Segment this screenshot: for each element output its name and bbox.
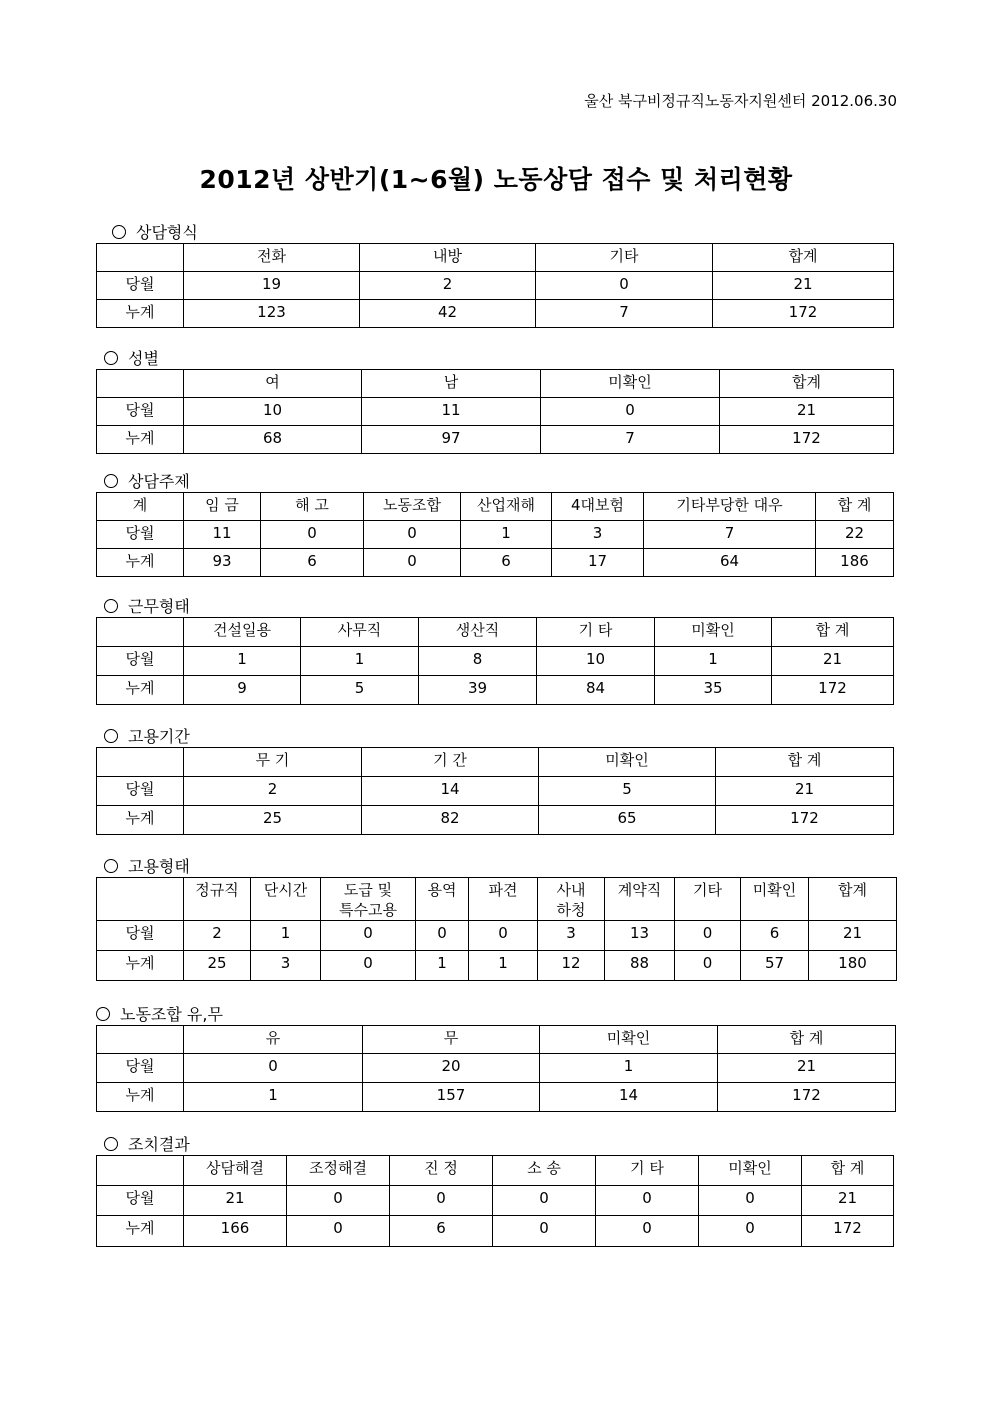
cell-value: 1 bbox=[461, 521, 552, 549]
column-header: 무 기 bbox=[184, 748, 362, 777]
column-header: 합 계 bbox=[772, 618, 894, 647]
cell-value: 21 bbox=[716, 777, 894, 806]
circle-bullet-icon bbox=[104, 1137, 118, 1151]
column-header: 미확인 bbox=[741, 878, 809, 921]
column-header: 합계 bbox=[713, 244, 894, 272]
circle-bullet-icon bbox=[112, 225, 126, 239]
row-label: 누계 bbox=[97, 806, 184, 835]
cell-value: 13 bbox=[605, 921, 675, 951]
row-label: 누계 bbox=[97, 549, 184, 577]
column-header: 기타 bbox=[536, 244, 713, 272]
circle-bullet-icon bbox=[104, 474, 118, 488]
cell-value: 8 bbox=[419, 647, 537, 676]
cell-value: 172 bbox=[720, 426, 894, 454]
cell-value: 93 bbox=[184, 549, 261, 577]
cell-value: 21 bbox=[718, 1054, 896, 1083]
column-header: 내방 bbox=[360, 244, 536, 272]
table-header-row bbox=[97, 618, 894, 647]
cell-value: 172 bbox=[713, 300, 894, 328]
cell-value: 11 bbox=[362, 398, 541, 426]
cell-value: 172 bbox=[716, 806, 894, 835]
cell-value: 0 bbox=[287, 1186, 390, 1216]
column-header: 정규직 bbox=[184, 878, 251, 921]
cell-value: 21 bbox=[713, 272, 894, 300]
cell-value: 0 bbox=[699, 1216, 802, 1247]
cell-value: 21 bbox=[184, 1186, 287, 1216]
cell-value: 1 bbox=[301, 647, 419, 676]
document-title: 2012년 상반기(1~6월) 노동상담 접수 및 처리현황 bbox=[199, 165, 793, 194]
column-header: 4대보험 bbox=[552, 493, 644, 521]
cell-value: 82 bbox=[362, 806, 539, 835]
cell-value: 0 bbox=[261, 521, 364, 549]
table-row-month bbox=[97, 921, 897, 951]
column-header: 기 타 bbox=[596, 1156, 699, 1186]
cell-value: 6 bbox=[261, 549, 364, 577]
cell-value: 0 bbox=[596, 1186, 699, 1216]
cell-value: 166 bbox=[184, 1216, 287, 1247]
cell-value: 6 bbox=[741, 921, 809, 951]
corner-cell bbox=[97, 878, 184, 921]
cell-value: 6 bbox=[390, 1216, 493, 1247]
column-header: 단시간 bbox=[251, 878, 321, 921]
row-label: 당월 bbox=[97, 521, 184, 549]
table-row-cumulative bbox=[97, 300, 894, 328]
table-gender bbox=[96, 369, 894, 454]
column-header: 생산직 bbox=[419, 618, 537, 647]
table-row-month bbox=[97, 1054, 896, 1083]
table-row-cumulative bbox=[97, 1216, 894, 1247]
circle-bullet-icon bbox=[104, 859, 118, 873]
section-title-action-result bbox=[104, 1132, 190, 1155]
column-header: 사무직 bbox=[301, 618, 419, 647]
cell-value: 1 bbox=[184, 1083, 363, 1112]
column-header: 미확인 bbox=[540, 1026, 718, 1054]
cell-value: 0 bbox=[321, 921, 416, 951]
column-header: 기타 bbox=[675, 878, 741, 921]
section-title-text: 상담주제 bbox=[128, 472, 190, 491]
section-title-text: 조치결과 bbox=[128, 1135, 190, 1154]
table-work-type bbox=[96, 617, 894, 705]
column-header: 미확인 bbox=[539, 748, 716, 777]
cell-value: 123 bbox=[184, 300, 360, 328]
column-header: 상담해결 bbox=[184, 1156, 287, 1186]
row-label: 누계 bbox=[97, 426, 184, 454]
cell-value: 0 bbox=[364, 521, 461, 549]
cell-value: 21 bbox=[772, 647, 894, 676]
section-title-text: 고용형태 bbox=[128, 857, 190, 876]
cell-value: 7 bbox=[536, 300, 713, 328]
section-title-work-type bbox=[104, 594, 190, 617]
cell-value: 7 bbox=[644, 521, 816, 549]
column-header: 합 계 bbox=[802, 1156, 894, 1186]
cell-value: 5 bbox=[539, 777, 716, 806]
circle-bullet-icon bbox=[104, 599, 118, 613]
circle-bullet-icon bbox=[104, 351, 118, 365]
table-row-month bbox=[97, 1186, 894, 1216]
section-title-consult-type bbox=[112, 220, 198, 243]
row-label: 당월 bbox=[97, 398, 184, 426]
cell-value: 186 bbox=[816, 549, 894, 577]
column-header: 전화 bbox=[184, 244, 360, 272]
row-label: 누계 bbox=[97, 951, 184, 981]
cell-value: 0 bbox=[287, 1216, 390, 1247]
circle-bullet-icon bbox=[96, 1007, 110, 1021]
column-header: 파견 bbox=[469, 878, 538, 921]
cell-value: 0 bbox=[364, 549, 461, 577]
cell-value: 0 bbox=[596, 1216, 699, 1247]
column-header: 임 금 bbox=[184, 493, 261, 521]
column-header: 합 계 bbox=[816, 493, 894, 521]
cell-value: 65 bbox=[539, 806, 716, 835]
cell-value: 2 bbox=[360, 272, 536, 300]
cell-value: 39 bbox=[419, 676, 537, 705]
cell-value: 21 bbox=[720, 398, 894, 426]
cell-value: 0 bbox=[699, 1186, 802, 1216]
column-header: 해 고 bbox=[261, 493, 364, 521]
cell-value: 10 bbox=[537, 647, 655, 676]
cell-value: 2 bbox=[184, 921, 251, 951]
cell-value: 97 bbox=[362, 426, 541, 454]
table-row-month bbox=[97, 521, 894, 549]
table-row-month bbox=[97, 777, 894, 806]
column-header: 진 정 bbox=[390, 1156, 493, 1186]
table-row-month bbox=[97, 398, 894, 426]
row-label: 당월 bbox=[97, 921, 184, 951]
row-label: 당월 bbox=[97, 1186, 184, 1216]
section-title-text: 상담형식 bbox=[136, 223, 198, 242]
cell-value: 3 bbox=[251, 951, 321, 981]
cell-value: 42 bbox=[360, 300, 536, 328]
table-header-row bbox=[97, 370, 894, 398]
cell-value: 84 bbox=[537, 676, 655, 705]
column-header: 합계 bbox=[720, 370, 894, 398]
column-header: 용역 bbox=[416, 878, 469, 921]
table-row-cumulative bbox=[97, 549, 894, 577]
cell-value: 64 bbox=[644, 549, 816, 577]
row-label: 누계 bbox=[97, 1083, 184, 1112]
table-row-cumulative bbox=[97, 951, 897, 981]
table-row-cumulative bbox=[97, 806, 894, 835]
table-consult-type bbox=[96, 243, 894, 328]
cell-value: 7 bbox=[541, 426, 720, 454]
cell-value: 20 bbox=[363, 1054, 540, 1083]
cell-value: 0 bbox=[675, 951, 741, 981]
column-header: 유 bbox=[184, 1026, 363, 1054]
cell-value: 21 bbox=[809, 921, 897, 951]
row-label: 당월 bbox=[97, 777, 184, 806]
cell-value: 0 bbox=[416, 921, 469, 951]
corner-cell bbox=[97, 748, 184, 777]
cell-value: 0 bbox=[493, 1216, 596, 1247]
corner-cell bbox=[97, 618, 184, 647]
column-header: 기타부당한 대우 bbox=[644, 493, 816, 521]
cell-value: 1 bbox=[251, 921, 321, 951]
column-header: 소 송 bbox=[493, 1156, 596, 1186]
column-header: 도급 및 특수고용 bbox=[321, 878, 416, 921]
corner-cell bbox=[97, 1156, 184, 1186]
cell-value: 2 bbox=[184, 777, 362, 806]
corner-cell: 계 bbox=[97, 493, 184, 521]
cell-value: 1 bbox=[416, 951, 469, 981]
table-row-cumulative bbox=[97, 676, 894, 705]
cell-value: 3 bbox=[538, 921, 605, 951]
section-title-text: 근무형태 bbox=[128, 597, 190, 616]
table-header-row bbox=[97, 244, 894, 272]
table-header-row bbox=[97, 493, 894, 521]
row-label: 당월 bbox=[97, 272, 184, 300]
cell-value: 25 bbox=[184, 951, 251, 981]
cell-value: 25 bbox=[184, 806, 362, 835]
cell-value: 14 bbox=[540, 1083, 718, 1112]
column-header: 산업재해 bbox=[461, 493, 552, 521]
section-title-text: 고용기간 bbox=[128, 727, 190, 746]
cell-value: 57 bbox=[741, 951, 809, 981]
cell-value: 12 bbox=[538, 951, 605, 981]
section-title-employment-period bbox=[104, 724, 190, 747]
column-header: 여 bbox=[184, 370, 362, 398]
table-row-month bbox=[97, 272, 894, 300]
cell-value: 172 bbox=[772, 676, 894, 705]
cell-value: 5 bbox=[301, 676, 419, 705]
cell-value: 1 bbox=[655, 647, 772, 676]
column-header: 건설일용 bbox=[184, 618, 301, 647]
row-label: 누계 bbox=[97, 676, 184, 705]
cell-value: 14 bbox=[362, 777, 539, 806]
column-header: 합 계 bbox=[718, 1026, 896, 1054]
cell-value: 9 bbox=[184, 676, 301, 705]
cell-value: 35 bbox=[655, 676, 772, 705]
table-employment-type bbox=[96, 877, 897, 981]
column-header: 합계 bbox=[809, 878, 897, 921]
cell-value: 3 bbox=[552, 521, 644, 549]
table-consult-topic bbox=[96, 492, 894, 577]
column-header: 미확인 bbox=[699, 1156, 802, 1186]
cell-value: 0 bbox=[536, 272, 713, 300]
column-header: 무 bbox=[363, 1026, 540, 1054]
cell-value: 0 bbox=[390, 1186, 493, 1216]
table-action-result bbox=[96, 1155, 894, 1247]
cell-value: 88 bbox=[605, 951, 675, 981]
cell-value: 1 bbox=[184, 647, 301, 676]
cell-value: 172 bbox=[802, 1216, 894, 1247]
cell-value: 17 bbox=[552, 549, 644, 577]
table-header-row bbox=[97, 748, 894, 777]
cell-value: 21 bbox=[802, 1186, 894, 1216]
section-title-text: 노동조합 유,무 bbox=[120, 1005, 223, 1024]
section-title-text: 성별 bbox=[128, 349, 159, 368]
cell-value: 157 bbox=[363, 1083, 540, 1112]
cell-value: 0 bbox=[184, 1054, 363, 1083]
cell-value: 0 bbox=[493, 1186, 596, 1216]
section-title-union-membership bbox=[96, 1002, 223, 1025]
section-title-employment-type bbox=[104, 854, 190, 877]
circle-bullet-icon bbox=[104, 729, 118, 743]
table-header-row bbox=[97, 1026, 896, 1054]
section-title-gender bbox=[104, 346, 159, 369]
corner-cell bbox=[97, 244, 184, 272]
table-union-membership bbox=[96, 1025, 896, 1112]
cell-value: 1 bbox=[540, 1054, 718, 1083]
column-header: 사내 하청 bbox=[538, 878, 605, 921]
section-title-consult-topic bbox=[104, 469, 190, 492]
cell-value: 0 bbox=[541, 398, 720, 426]
cell-value: 0 bbox=[321, 951, 416, 981]
column-header: 남 bbox=[362, 370, 541, 398]
cell-value: 172 bbox=[718, 1083, 896, 1112]
cell-value: 11 bbox=[184, 521, 261, 549]
column-header: 기 간 bbox=[362, 748, 539, 777]
column-header: 조정해결 bbox=[287, 1156, 390, 1186]
cell-value: 180 bbox=[809, 951, 897, 981]
cell-value: 19 bbox=[184, 272, 360, 300]
cell-value: 1 bbox=[469, 951, 538, 981]
row-label: 당월 bbox=[97, 1054, 184, 1083]
cell-value: 0 bbox=[469, 921, 538, 951]
cell-value: 68 bbox=[184, 426, 362, 454]
cell-value: 10 bbox=[184, 398, 362, 426]
row-label: 누계 bbox=[97, 1216, 184, 1247]
organization-date-line: 울산 북구비정규직노동자지원센터 2012.06.30 bbox=[584, 92, 897, 110]
column-header: 합 계 bbox=[716, 748, 894, 777]
cell-value: 22 bbox=[816, 521, 894, 549]
table-row-month bbox=[97, 647, 894, 676]
column-header: 미확인 bbox=[541, 370, 720, 398]
table-header-row bbox=[97, 878, 897, 921]
column-header: 미확인 bbox=[655, 618, 772, 647]
corner-cell bbox=[97, 370, 184, 398]
column-header: 계약직 bbox=[605, 878, 675, 921]
cell-value: 6 bbox=[461, 549, 552, 577]
corner-cell bbox=[97, 1026, 184, 1054]
table-employment-period bbox=[96, 747, 894, 835]
row-label: 당월 bbox=[97, 647, 184, 676]
cell-value: 0 bbox=[675, 921, 741, 951]
table-row-cumulative bbox=[97, 426, 894, 454]
column-header: 노동조합 bbox=[364, 493, 461, 521]
column-header: 기 타 bbox=[537, 618, 655, 647]
table-row-cumulative bbox=[97, 1083, 896, 1112]
row-label: 누계 bbox=[97, 300, 184, 328]
table-header-row bbox=[97, 1156, 894, 1186]
